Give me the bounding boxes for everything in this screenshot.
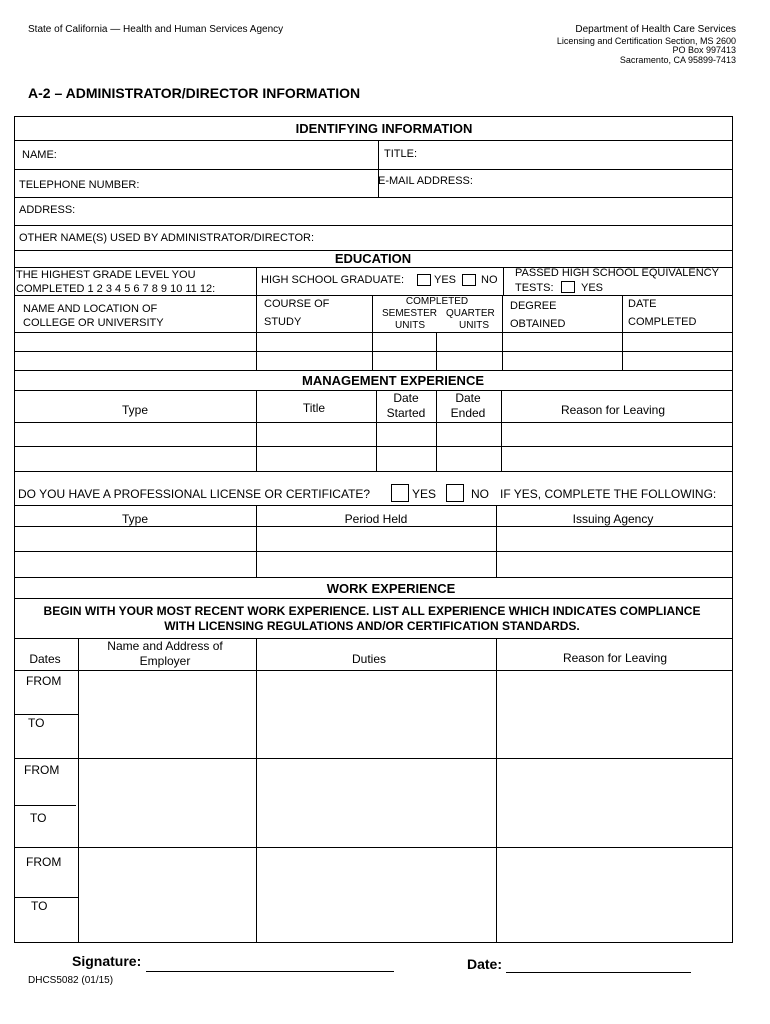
work-to-label: TO [30,811,47,825]
license-no-label: NO [471,487,489,501]
mgmt-type-header: Type [121,403,149,417]
college-name-header-1: NAME AND LOCATION OF [23,303,158,315]
mgmt-date-started-header-1: Date [393,391,419,405]
hs-graduate-no-checkbox[interactable] [462,274,476,286]
agency-name: State of California — Health and Human Services Agency [28,24,284,35]
management-row[interactable] [14,423,732,446]
hs-graduate-yes-label: YES [434,274,457,286]
work-entry-row[interactable] [79,848,732,942]
quarter-units-header: UNITS [459,320,489,331]
work-heading: WORK EXPERIENCE [326,581,456,596]
other-names-label: OTHER NAME(S) USED BY ADMINISTRATOR/DIRECTOR: [19,232,314,244]
work-instruction-2: WITH LICENSING REGULATIONS AND/OR CERTIFICATION STANDARDS. [164,619,580,633]
department-section: Licensing and Certification Section, MS 2600 [556,36,736,46]
address-label: ADDRESS: [19,204,76,216]
equivalency-label-2: TESTS: [515,282,554,294]
license-no-checkbox[interactable] [446,484,464,502]
work-from-date-field[interactable] [14,671,78,714]
work-employer-header-1: Name and Address of [107,639,223,653]
license-row[interactable] [14,552,732,577]
title-label: TITLE: [384,148,418,160]
highest-grade-label-2: COMPLETED 1 2 3 4 5 6 7 8 9 10 11 12: [16,283,216,295]
highest-grade-label-1: THE HIGHEST GRADE LEVEL YOU [16,269,196,281]
date-completed-header-2: COMPLETED [628,316,697,328]
quarter-header: QUARTER [446,308,495,319]
signature-line[interactable] [146,971,394,972]
degree-header-1: DEGREE [510,300,557,312]
department-city: Sacramento, CA 95899-7413 [619,55,736,65]
license-yes-checkbox[interactable] [391,484,409,502]
work-to-date-field[interactable] [14,806,78,847]
work-from-date-field[interactable] [14,848,78,897]
education-row[interactable] [14,333,732,351]
equivalency-yes-label: YES [581,282,604,294]
email-label: E-MAIL ADDRESS: [378,175,473,187]
management-heading: MANAGEMENT EXPERIENCE [301,373,485,388]
form-title: A-2 – ADMINISTRATOR/DIRECTOR INFORMATION [28,85,361,101]
work-entry-row[interactable] [79,671,732,758]
management-row[interactable] [14,447,732,471]
work-from-label: FROM [26,855,62,869]
signature-label: Signature: [72,953,142,969]
completed-header: COMPLETED [405,296,469,307]
license-instruction: IF YES, COMPLETE THE FOLLOWING: [500,487,717,501]
hs-graduate-no-label: NO [481,274,498,286]
license-question: DO YOU HAVE A PROFESSIONAL LICENSE OR CERTIFICATE? [18,487,371,501]
license-agency-header: Issuing Agency [572,512,654,526]
work-duties-header: Duties [351,652,387,666]
work-from-date-field[interactable] [14,759,78,805]
semester-units-header: UNITS [395,320,425,331]
telephone-label: TELEPHONE NUMBER: [19,179,140,191]
course-header-2: STUDY [264,316,302,328]
date-completed-header-1: DATE [628,298,657,310]
form-number: DHCS5082 (01/15) [28,975,114,986]
license-yes-label: YES [412,487,437,501]
identifying-heading: IDENTIFYING INFORMATION [295,121,473,136]
mgmt-date-started-header-2: Started [386,406,426,420]
education-heading: EDUCATION [334,251,412,266]
degree-header-2: OBTAINED [510,318,566,330]
work-entry-row[interactable] [79,759,732,847]
date-line[interactable] [506,972,691,973]
name-field[interactable] [14,141,378,169]
mgmt-title-header: Title [302,401,326,415]
work-employer-header-2: Employer [139,654,191,668]
date-label: Date: [467,956,503,972]
mgmt-date-ended-header-2: Ended [450,406,486,420]
work-to-date-field[interactable] [14,898,78,942]
work-instruction-1: BEGIN WITH YOUR MOST RECENT WORK EXPERIENCE. LIST ALL EXPERIENCE WHICH INDICATES COMPLIANCE [43,604,701,618]
license-row[interactable] [14,527,732,551]
mgmt-date-ended-header-1: Date [455,391,481,405]
work-to-label: TO [28,716,45,730]
mgmt-reason-header: Reason for Leaving [560,403,666,417]
license-type-header: Type [121,512,149,526]
title-field[interactable] [379,141,732,169]
address-field[interactable] [14,198,732,225]
name-label: NAME: [22,149,57,161]
work-from-label: FROM [24,763,60,777]
education-row[interactable] [14,352,732,370]
course-header-1: COURSE OF [264,298,330,310]
college-name-header-2: COLLEGE OR UNIVERSITY [23,317,164,329]
work-from-label: FROM [26,674,62,688]
department-name: Department of Health Care Services [575,24,736,35]
work-to-date-field[interactable] [14,715,78,758]
equivalency-label-1: PASSED HIGH SCHOOL EQUIVALENCY [515,267,719,279]
hs-graduate-label: HIGH SCHOOL GRADUATE: [261,274,405,286]
work-reason-header: Reason for Leaving [562,651,668,665]
license-period-header: Period Held [344,512,408,526]
semester-header: SEMESTER [382,308,438,319]
work-to-label: TO [31,899,48,913]
equivalency-yes-checkbox[interactable] [561,281,575,293]
department-pobox: PO Box 997413 [672,45,736,55]
hs-graduate-yes-checkbox[interactable] [417,274,431,286]
work-dates-header: Dates [29,652,61,666]
